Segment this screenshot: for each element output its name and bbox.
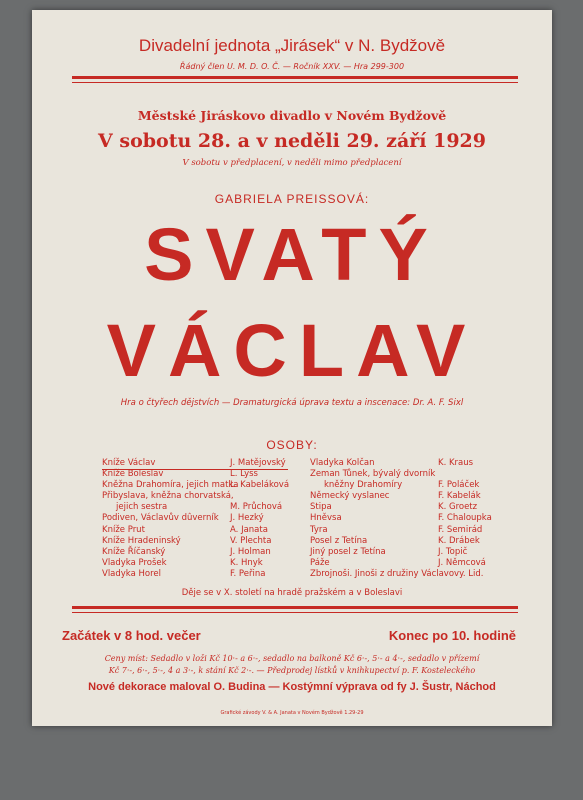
cast-underline bbox=[102, 469, 288, 470]
actor-name: V. Plechta bbox=[230, 535, 272, 546]
actor-name: F. Peřina bbox=[230, 568, 266, 579]
prices-line-1: Ceny míst: Sedadlo v loži Kč 10·- a 6·-, sedadlo na balkoně Kč 6·-, 5·- a 4·-, sedadlo v přízemí bbox=[104, 654, 480, 663]
role-name: Zbrojnoši. Jinoši z družiny Václavovy. Lid. bbox=[310, 568, 484, 579]
role-name: Vladyka Horel bbox=[102, 568, 161, 579]
role-name: Posel z Tetína bbox=[310, 535, 368, 546]
role-name: Kníže Prut bbox=[102, 524, 145, 535]
role-name: Hněvsa bbox=[310, 513, 342, 524]
season-note: Řádný člen U. M. D. O. Č. — Ročník XXV. — Hra 299-300 bbox=[179, 62, 405, 71]
role-name: Tyra bbox=[310, 524, 328, 535]
role-name: Kníže Říčanský bbox=[102, 546, 166, 557]
role-name: jejich sestra bbox=[116, 502, 168, 513]
bottom-rule bbox=[72, 606, 518, 609]
actor-name: J. Matějovský bbox=[230, 458, 286, 468]
actor-name: F. Kabelák bbox=[438, 491, 481, 502]
title-line-1: SVATÝ bbox=[144, 213, 440, 296]
bottom-rule-thin bbox=[72, 612, 518, 613]
actor-name bbox=[438, 469, 492, 480]
role-name: Kníže Hradeninský bbox=[102, 535, 181, 546]
actor-name: L. Kabeláková bbox=[230, 480, 290, 491]
role-name: Kníže Václav bbox=[102, 458, 156, 468]
actor-name: F. Semirád bbox=[438, 524, 483, 535]
society-name: Divadelní jednota „Jirásek“ v N. Bydžově bbox=[138, 36, 446, 55]
author: GABRIELA PREISSOVÁ: bbox=[214, 192, 370, 206]
role-name: Jiný posel z Tetína bbox=[310, 546, 386, 557]
cast-left-roles bbox=[102, 458, 238, 580]
role-name: kněžny Drahomíry bbox=[324, 480, 403, 491]
actor-name: K. Drábek bbox=[438, 535, 480, 546]
role-name: Stipa bbox=[310, 502, 332, 513]
actor-name: K. Kraus bbox=[438, 458, 474, 468]
role-name: Kníže Boleslav bbox=[102, 469, 164, 480]
actor-name: K. Groetz bbox=[438, 502, 478, 513]
actor-name: L. Lyss bbox=[230, 469, 258, 480]
actor-name: J. Němcová bbox=[438, 557, 486, 568]
title-line-2: VÁCLAV bbox=[106, 309, 478, 392]
end-time: Konec po 10. hodině bbox=[388, 628, 516, 643]
role-name: Zeman Tůnek, bývalý dvorník bbox=[310, 469, 436, 480]
actor-name: J. Hezký bbox=[230, 513, 264, 524]
poster bbox=[32, 10, 552, 726]
actor-name: A. Janata bbox=[230, 524, 268, 535]
printer-imprint: Grafické závody V. & A. Janata v Novém Bydžově 1.29-29 bbox=[220, 710, 364, 716]
actor-name: J. Holman bbox=[230, 546, 271, 557]
role-name: Německý vyslanec bbox=[310, 491, 390, 502]
actor-name bbox=[438, 569, 492, 580]
role-name: Přibyslava, kněžna chorvatská, bbox=[102, 491, 234, 502]
decor-credit: Nové dekorace maloval O. Budina — Kostýmní výprava od fy J. Šustr, Náchod bbox=[88, 681, 496, 693]
cast-left-actors bbox=[230, 458, 289, 580]
actor-name: F. Poláček bbox=[438, 480, 480, 491]
subtitle: Hra o čtyřech dějstvích — Dramaturgická úprava textu a inscenace: Dr. A. F. Sixl bbox=[120, 398, 464, 408]
top-rule-thin bbox=[72, 82, 518, 83]
top-rule bbox=[72, 76, 518, 79]
dates-line: V sobotu 28. a v neděli 29. září 1929 bbox=[98, 130, 486, 152]
start-time: Začátek v 8 hod. večer bbox=[62, 628, 201, 643]
role-name: Podiven, Václavův dûverník bbox=[102, 513, 219, 524]
venue-line: Městské Jiráskovo divadlo v Novém Bydžově bbox=[137, 108, 447, 123]
cast-right-actors bbox=[438, 458, 492, 580]
actor-name: K. Hnyk bbox=[230, 557, 263, 568]
role-name: Vladyka Prošek bbox=[102, 557, 167, 568]
actor-name bbox=[230, 491, 289, 502]
role-name: Páže bbox=[310, 557, 330, 568]
setting-note: Děje se v X. století na hradě pražském a v Boleslavi bbox=[181, 588, 403, 598]
actor-name: M. Průchová bbox=[230, 502, 283, 513]
role-name: Vladyka Kolčan bbox=[310, 458, 375, 468]
actor-name: F. Chaloupka bbox=[438, 513, 492, 524]
actor-name: J. Topič bbox=[438, 546, 468, 557]
subscription-note: V sobotu v předplacení, v neděli mimo předplacení bbox=[182, 158, 402, 168]
role-name: Kněžna Drahomíra, jejich matka bbox=[102, 480, 239, 491]
prices-line-2: Kč 7·-, 6·-, 5·-, 4 a 3·-, k stání Kč 2·-. — Předprodej lístků v knihkupectví p. F. Kosteleckého bbox=[108, 666, 476, 675]
persons-heading: OSOBY: bbox=[266, 438, 318, 452]
